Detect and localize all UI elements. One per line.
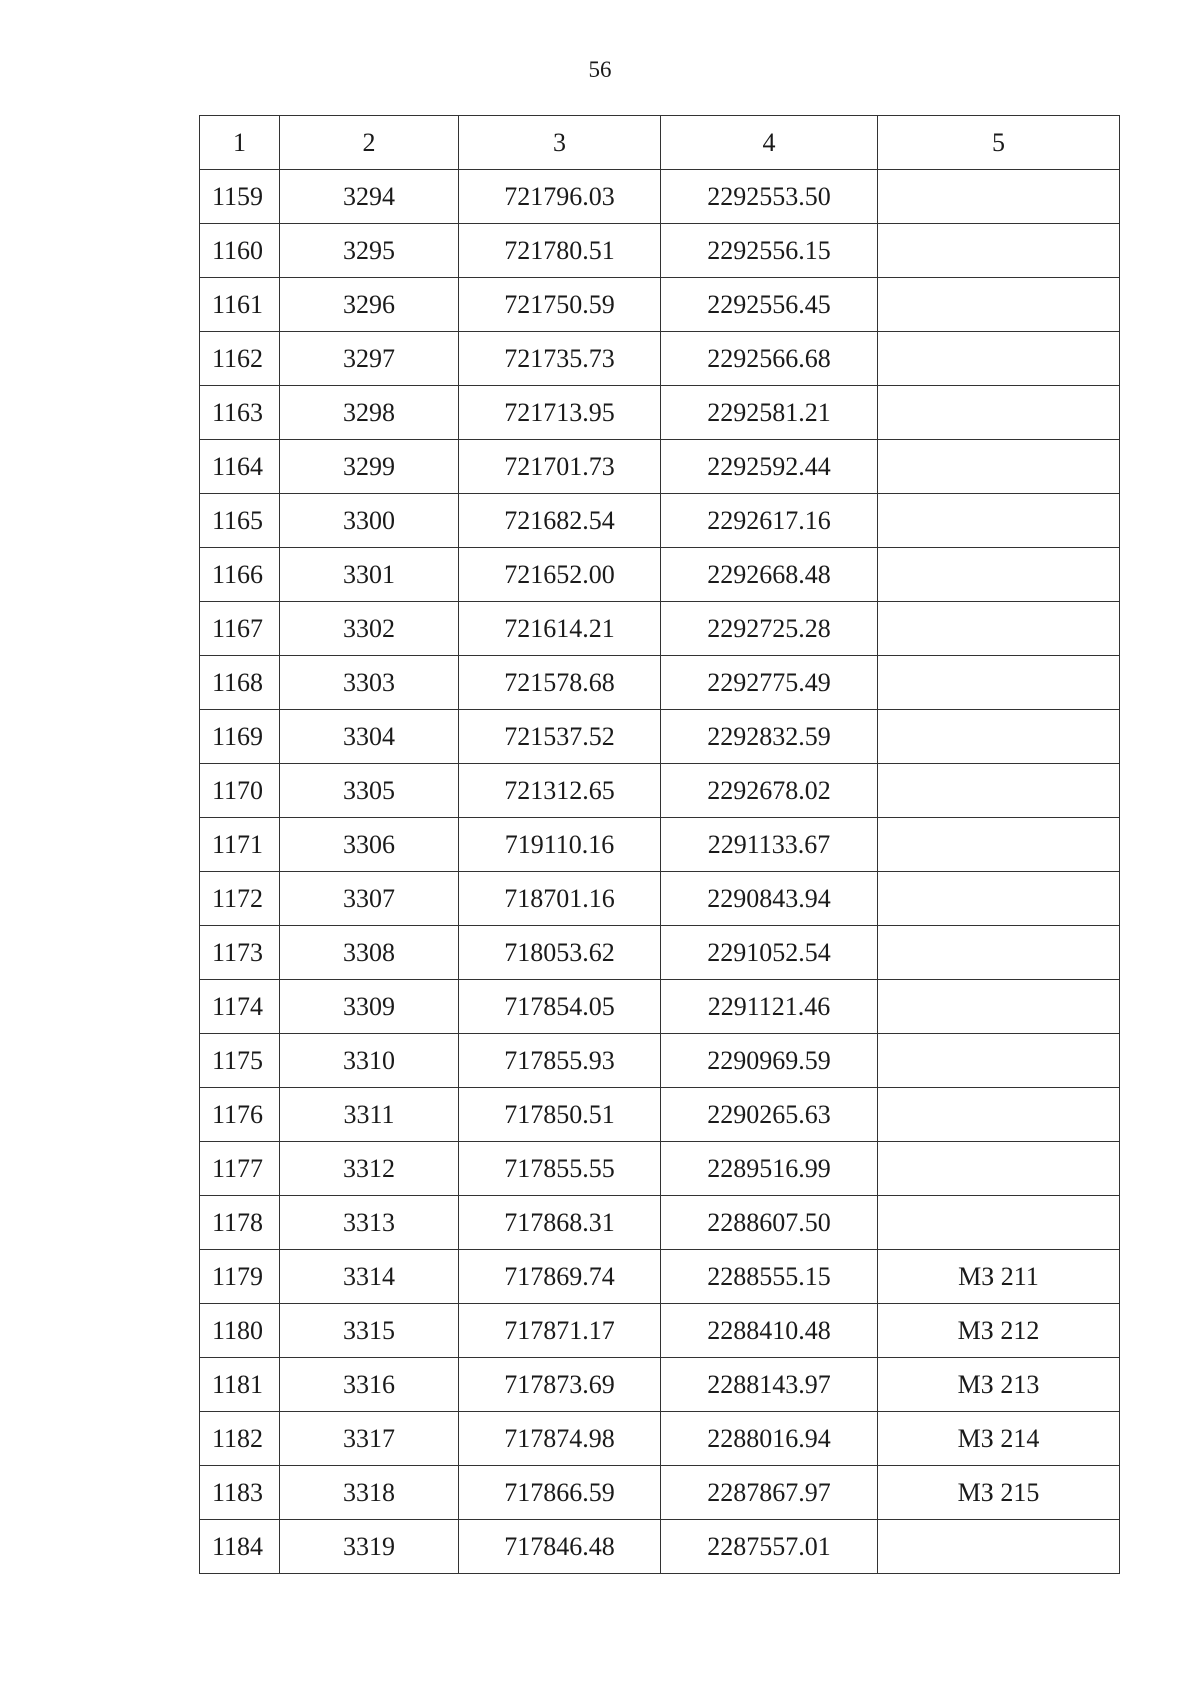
point-number-cell: 3319 — [280, 1520, 459, 1574]
note-cell — [878, 332, 1120, 386]
table-row — [200, 1304, 1120, 1358]
y-coordinate-cell: 2291052.54 — [661, 926, 878, 980]
y-coordinate-cell: 2292725.28 — [661, 602, 878, 656]
point-number-cell: 3313 — [280, 1196, 459, 1250]
row-number-cell: 1171 — [200, 818, 280, 872]
x-coordinate-cell: 717850.51 — [459, 1088, 661, 1142]
point-number-cell: 3312 — [280, 1142, 459, 1196]
coordinates-table — [199, 115, 1120, 1574]
x-coordinate-cell: 718053.62 — [459, 926, 661, 980]
x-coordinate-cell: 721578.68 — [459, 656, 661, 710]
x-coordinate-cell: 721780.51 — [459, 224, 661, 278]
column-header: 2 — [280, 116, 459, 170]
y-coordinate-cell: 2292553.50 — [661, 170, 878, 224]
row-number-cell: 1182 — [200, 1412, 280, 1466]
x-coordinate-cell: 721682.54 — [459, 494, 661, 548]
table-row — [200, 1196, 1120, 1250]
note-cell — [878, 1034, 1120, 1088]
note-cell: МЗ 213 — [878, 1358, 1120, 1412]
table-row — [200, 548, 1120, 602]
x-coordinate-cell: 721713.95 — [459, 386, 661, 440]
row-number-cell: 1175 — [200, 1034, 280, 1088]
y-coordinate-cell: 2288555.15 — [661, 1250, 878, 1304]
y-coordinate-cell: 2292592.44 — [661, 440, 878, 494]
row-number-cell: 1180 — [200, 1304, 280, 1358]
x-coordinate-cell: 719110.16 — [459, 818, 661, 872]
x-coordinate-cell: 717874.98 — [459, 1412, 661, 1466]
y-coordinate-cell: 2292775.49 — [661, 656, 878, 710]
y-coordinate-cell: 2290969.59 — [661, 1034, 878, 1088]
point-number-cell: 3318 — [280, 1466, 459, 1520]
point-number-cell: 3310 — [280, 1034, 459, 1088]
y-coordinate-cell: 2292668.48 — [661, 548, 878, 602]
x-coordinate-cell: 717873.69 — [459, 1358, 661, 1412]
point-number-cell: 3311 — [280, 1088, 459, 1142]
point-number-cell: 3294 — [280, 170, 459, 224]
row-number-cell: 1179 — [200, 1250, 280, 1304]
note-cell — [878, 764, 1120, 818]
table-row — [200, 1250, 1120, 1304]
point-number-cell: 3298 — [280, 386, 459, 440]
note-cell: МЗ 214 — [878, 1412, 1120, 1466]
point-number-cell: 3300 — [280, 494, 459, 548]
note-cell: МЗ 212 — [878, 1304, 1120, 1358]
point-number-cell: 3295 — [280, 224, 459, 278]
point-number-cell: 3308 — [280, 926, 459, 980]
x-coordinate-cell: 717871.17 — [459, 1304, 661, 1358]
table-row — [200, 494, 1120, 548]
y-coordinate-cell: 2288607.50 — [661, 1196, 878, 1250]
point-number-cell: 3307 — [280, 872, 459, 926]
x-coordinate-cell: 717866.59 — [459, 1466, 661, 1520]
row-number-cell: 1166 — [200, 548, 280, 602]
x-coordinate-cell: 717855.93 — [459, 1034, 661, 1088]
table-body — [200, 116, 1120, 1574]
table-row — [200, 386, 1120, 440]
table-row — [200, 656, 1120, 710]
point-number-cell: 3315 — [280, 1304, 459, 1358]
y-coordinate-cell: 2292617.16 — [661, 494, 878, 548]
y-coordinate-cell: 2292556.15 — [661, 224, 878, 278]
table-row — [200, 818, 1120, 872]
point-number-cell: 3302 — [280, 602, 459, 656]
row-number-cell: 1177 — [200, 1142, 280, 1196]
row-number-cell: 1174 — [200, 980, 280, 1034]
y-coordinate-cell: 2288143.97 — [661, 1358, 878, 1412]
row-number-cell: 1159 — [200, 170, 280, 224]
point-number-cell: 3296 — [280, 278, 459, 332]
x-coordinate-cell: 717855.55 — [459, 1142, 661, 1196]
y-coordinate-cell: 2291133.67 — [661, 818, 878, 872]
table-row — [200, 710, 1120, 764]
table-row — [200, 1358, 1120, 1412]
point-number-cell: 3304 — [280, 710, 459, 764]
page-number: 56 — [588, 57, 612, 82]
x-coordinate-cell: 721796.03 — [459, 170, 661, 224]
note-cell — [878, 602, 1120, 656]
column-header: 4 — [661, 116, 878, 170]
note-cell — [878, 872, 1120, 926]
x-coordinate-cell: 721312.65 — [459, 764, 661, 818]
row-number-cell: 1173 — [200, 926, 280, 980]
row-number-cell: 1167 — [200, 602, 280, 656]
note-cell — [878, 170, 1120, 224]
row-number-cell: 1161 — [200, 278, 280, 332]
point-number-cell: 3309 — [280, 980, 459, 1034]
y-coordinate-cell: 2292678.02 — [661, 764, 878, 818]
column-header: 3 — [459, 116, 661, 170]
y-coordinate-cell: 2290265.63 — [661, 1088, 878, 1142]
table-row — [200, 170, 1120, 224]
table-row — [200, 332, 1120, 386]
y-coordinate-cell: 2288410.48 — [661, 1304, 878, 1358]
point-number-cell: 3317 — [280, 1412, 459, 1466]
note-cell — [878, 818, 1120, 872]
row-number-cell: 1160 — [200, 224, 280, 278]
note-cell — [878, 1088, 1120, 1142]
note-cell — [878, 656, 1120, 710]
row-number-cell: 1170 — [200, 764, 280, 818]
note-cell — [878, 278, 1120, 332]
y-coordinate-cell: 2292832.59 — [661, 710, 878, 764]
x-coordinate-cell: 717868.31 — [459, 1196, 661, 1250]
x-coordinate-cell: 721652.00 — [459, 548, 661, 602]
row-number-cell: 1172 — [200, 872, 280, 926]
column-header: 1 — [200, 116, 280, 170]
note-cell — [878, 386, 1120, 440]
y-coordinate-cell: 2290843.94 — [661, 872, 878, 926]
point-number-cell: 3314 — [280, 1250, 459, 1304]
note-cell — [878, 440, 1120, 494]
row-number-cell: 1163 — [200, 386, 280, 440]
note-cell: МЗ 211 — [878, 1250, 1120, 1304]
note-cell — [878, 1142, 1120, 1196]
table-row — [200, 1412, 1120, 1466]
y-coordinate-cell: 2287867.97 — [661, 1466, 878, 1520]
row-number-cell: 1178 — [200, 1196, 280, 1250]
note-cell — [878, 980, 1120, 1034]
x-coordinate-cell: 717854.05 — [459, 980, 661, 1034]
row-number-cell: 1183 — [200, 1466, 280, 1520]
note-cell — [878, 926, 1120, 980]
x-coordinate-cell: 718701.16 — [459, 872, 661, 926]
point-number-cell: 3303 — [280, 656, 459, 710]
table-row — [200, 980, 1120, 1034]
y-coordinate-cell: 2292581.21 — [661, 386, 878, 440]
row-number-cell: 1168 — [200, 656, 280, 710]
table-row — [200, 1034, 1120, 1088]
point-number-cell: 3301 — [280, 548, 459, 602]
note-cell — [878, 1520, 1120, 1574]
point-number-cell: 3316 — [280, 1358, 459, 1412]
x-coordinate-cell: 721614.21 — [459, 602, 661, 656]
table-row — [200, 1142, 1120, 1196]
row-number-cell: 1165 — [200, 494, 280, 548]
column-header: 5 — [878, 116, 1120, 170]
row-number-cell: 1181 — [200, 1358, 280, 1412]
note-cell: МЗ 215 — [878, 1466, 1120, 1520]
note-cell — [878, 710, 1120, 764]
row-number-cell: 1176 — [200, 1088, 280, 1142]
table-row — [200, 764, 1120, 818]
point-number-cell: 3297 — [280, 332, 459, 386]
row-number-cell: 1164 — [200, 440, 280, 494]
point-number-cell: 3305 — [280, 764, 459, 818]
table-row — [200, 1466, 1120, 1520]
table-row — [200, 602, 1120, 656]
table-row — [200, 440, 1120, 494]
y-coordinate-cell: 2289516.99 — [661, 1142, 878, 1196]
table-row — [200, 1088, 1120, 1142]
y-coordinate-cell: 2287557.01 — [661, 1520, 878, 1574]
note-cell — [878, 1196, 1120, 1250]
row-number-cell: 1169 — [200, 710, 280, 764]
table-row — [200, 278, 1120, 332]
y-coordinate-cell: 2291121.46 — [661, 980, 878, 1034]
table-row — [200, 926, 1120, 980]
x-coordinate-cell: 717846.48 — [459, 1520, 661, 1574]
y-coordinate-cell: 2288016.94 — [661, 1412, 878, 1466]
table-row — [200, 872, 1120, 926]
x-coordinate-cell: 717869.74 — [459, 1250, 661, 1304]
x-coordinate-cell: 721537.52 — [459, 710, 661, 764]
point-number-cell: 3306 — [280, 818, 459, 872]
note-cell — [878, 494, 1120, 548]
row-number-cell: 1162 — [200, 332, 280, 386]
x-coordinate-cell: 721750.59 — [459, 278, 661, 332]
table-row — [200, 1520, 1120, 1574]
x-coordinate-cell: 721701.73 — [459, 440, 661, 494]
table-row — [200, 224, 1120, 278]
note-cell — [878, 548, 1120, 602]
note-cell — [878, 224, 1120, 278]
table-header-row — [200, 116, 1120, 170]
y-coordinate-cell: 2292556.45 — [661, 278, 878, 332]
y-coordinate-cell: 2292566.68 — [661, 332, 878, 386]
x-coordinate-cell: 721735.73 — [459, 332, 661, 386]
row-number-cell: 1184 — [200, 1520, 280, 1574]
point-number-cell: 3299 — [280, 440, 459, 494]
